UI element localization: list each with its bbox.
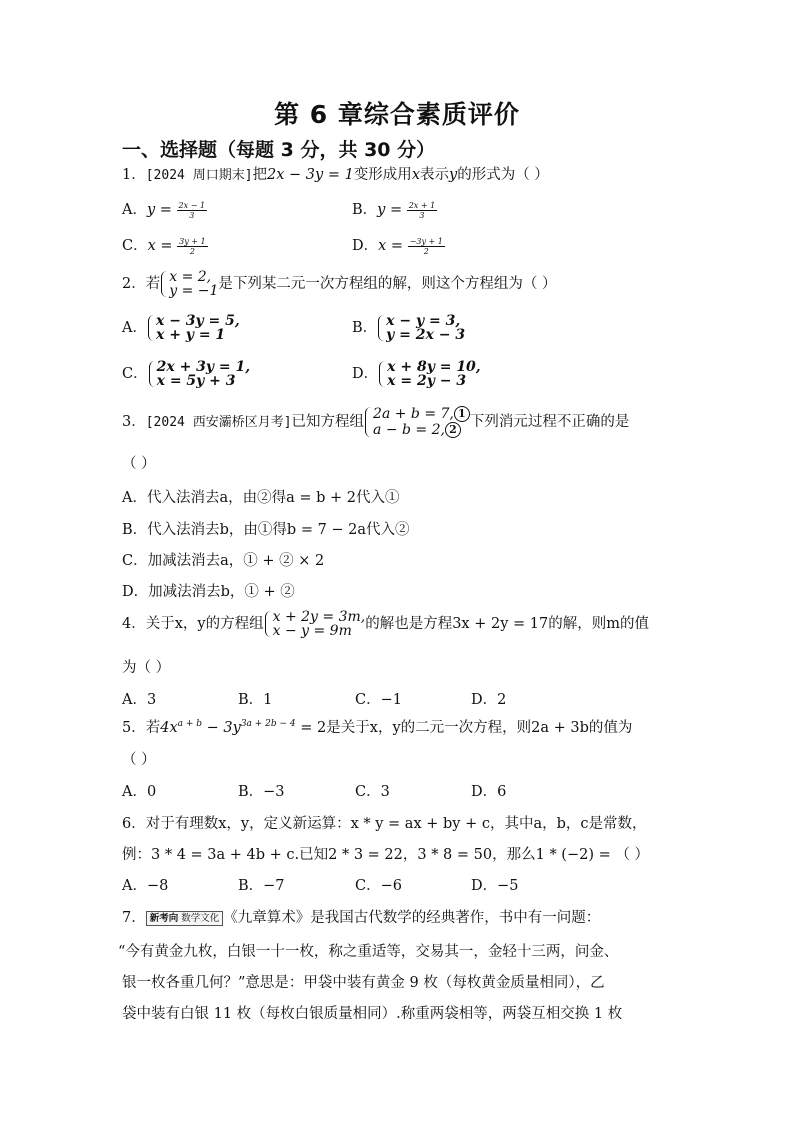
option-a[interactable] <box>122 314 240 342</box>
equation-system <box>160 270 218 298</box>
option-lhs: y = <box>377 202 403 218</box>
numerator: 2x + 1 <box>408 200 436 210</box>
question-6-line2: 例：3 * 4 = 3a + 4b + c.已知2 * 3 = 22，3 * 8 = 50，那么1 * (−2) = （ ） <box>122 847 649 863</box>
option-a[interactable]: A．0 <box>122 784 157 800</box>
option-d[interactable] <box>352 360 481 388</box>
equation-row: x − y = 3, <box>386 313 461 329</box>
question-text: 4．关于x，y的方程组 <box>122 616 264 632</box>
text: = 2是关于x，y的二元一次方程，则2a + 3b的值为 <box>295 720 633 736</box>
option-label: A． <box>122 320 147 336</box>
text: 已知方程组 <box>291 414 365 430</box>
fraction <box>177 201 207 220</box>
question-7-line4: 袋中装有白银 11 枚（每枚白银质量相同）.称重两袋相等，两袋互相交换 1 枚 <box>122 1006 623 1022</box>
equation-row: 2x + 3y = 1, <box>156 359 251 375</box>
exponent: a + b <box>177 719 203 730</box>
question-number: 7． <box>122 910 146 926</box>
fraction <box>408 237 445 256</box>
variable: y <box>449 167 458 183</box>
equation-row: x = 2, <box>169 269 212 285</box>
denominator: 3 <box>189 210 195 220</box>
option-label: C． <box>122 366 148 382</box>
option-d[interactable]: D．2 <box>471 692 507 708</box>
equation-text: a − b = 2, <box>373 422 445 438</box>
question-5-stem <box>122 716 632 737</box>
expression: − 3y <box>202 720 241 736</box>
topic-badge <box>146 911 224 926</box>
question-text: 5．若 <box>122 720 161 736</box>
equation-row: y = 2x − 3 <box>386 327 466 343</box>
option-d[interactable]: D．加减法消去b，① + ② <box>122 584 295 600</box>
exponent: 3a + 2b − 4 <box>240 719 296 730</box>
equation-system <box>147 314 240 342</box>
question-4-stem <box>122 610 649 638</box>
question-4-line2: 为（ ） <box>122 660 171 676</box>
equation-system <box>148 360 251 388</box>
option-c[interactable]: C．3 <box>355 784 390 800</box>
option-c[interactable]: C．−1 <box>355 692 402 708</box>
circled-number: 2 <box>445 422 461 438</box>
equation-row: y = −1 <box>169 283 219 299</box>
fraction <box>177 237 208 256</box>
option-b[interactable]: B．1 <box>238 692 273 708</box>
equation-row: x + 8y = 10, <box>387 359 481 375</box>
option-lhs: x = <box>147 238 173 254</box>
equation-row: x = 5y + 3 <box>156 373 236 389</box>
equation-text: 2a + b = 7, <box>373 406 454 422</box>
option-a[interactable]: A．3 <box>122 692 157 708</box>
variable: x <box>411 167 420 183</box>
option-a[interactable] <box>122 198 207 220</box>
numerator: 3y + 1 <box>179 236 206 246</box>
option-b[interactable]: B．−3 <box>238 784 285 800</box>
equation-row: x − 3y = 5, <box>155 313 240 329</box>
badge-new: 新考向 <box>149 912 179 924</box>
text: 的解也是方程3x + 2y = 17的解，则m的值 <box>365 616 649 632</box>
page-title: 第 6 章综合素质评价 <box>274 100 520 129</box>
equation-system <box>377 314 465 342</box>
text: 的形式为（ ） <box>457 167 549 183</box>
question-5-line2: （ ） <box>122 752 156 768</box>
option-lhs: x = <box>378 238 404 254</box>
denominator: 3 <box>419 210 425 220</box>
section-heading: 一、选择题（每题 3 分，共 30 分） <box>122 139 436 161</box>
option-d[interactable]: D．6 <box>471 784 507 800</box>
text: 变形成用 <box>353 167 412 183</box>
option-label: C． <box>122 238 148 254</box>
option-b[interactable] <box>352 198 437 220</box>
question-7-line1 <box>122 906 600 927</box>
option-c[interactable]: C．−6 <box>355 878 402 894</box>
option-label: D． <box>352 366 379 382</box>
question-number: 1． <box>122 167 146 183</box>
equation: 2x − 3y = 1 <box>267 167 354 183</box>
option-a[interactable]: A．−8 <box>122 878 169 894</box>
equation-system <box>264 610 366 638</box>
question-number: 3． <box>122 414 146 430</box>
option-d[interactable] <box>352 234 445 256</box>
option-lhs: y = <box>146 202 172 218</box>
question-1-stem <box>122 163 549 184</box>
question-3-stem <box>122 406 629 438</box>
question-7-line3: 银一枚各重几何？”意思是：甲袋中装有黄金 9 枚（每枚黄金质量相同），乙 <box>122 975 605 991</box>
option-label: B． <box>352 202 378 218</box>
option-c[interactable] <box>122 234 208 256</box>
question-2-stem <box>122 270 557 298</box>
expression: 4x <box>160 720 178 736</box>
equation-row <box>373 406 470 422</box>
text: 下列消元过程不正确的是 <box>469 414 630 430</box>
fraction <box>407 201 437 220</box>
denominator: 2 <box>423 246 429 256</box>
text: 是下列某二元一次方程组的解，则这个方程组为（ ） <box>218 276 557 292</box>
option-b[interactable]: B．−7 <box>238 878 285 894</box>
source-tag: [2024 西安灞桥区月考] <box>145 415 292 430</box>
option-c[interactable]: C．加减法消去a，① + ② × 2 <box>122 553 325 569</box>
question-3-paren: （ ） <box>122 456 156 472</box>
source-tag: [2024 周口期末] <box>145 168 253 183</box>
numerator: −3y + 1 <box>409 236 443 246</box>
option-label: A． <box>122 202 147 218</box>
equation-row: x + y = 1 <box>155 327 226 343</box>
text: 《九章算术》是我国古代数学的经典著作，书中有一问题： <box>223 910 601 926</box>
question-number: 2．若 <box>122 276 161 292</box>
text: 把 <box>252 167 268 183</box>
equation-row: x = 2y − 3 <box>387 373 467 389</box>
option-d[interactable]: D．−5 <box>471 878 519 894</box>
question-6-line1: 6．对于有理数x，y，定义新运算：x * y = ax + by + c，其中a，b，c是常数， <box>122 816 647 832</box>
equation-row <box>373 422 470 438</box>
equation-system <box>364 406 470 438</box>
option-c[interactable] <box>122 360 250 388</box>
question-7-line2: “今有黄金九枚，白银一十一枚，称之重适等，交易其一，金轻十三两，问金、 <box>118 944 619 960</box>
option-label: B． <box>352 320 378 336</box>
option-b[interactable] <box>352 314 465 342</box>
badge-topic: 数学文化 <box>181 912 220 924</box>
numerator: 2x − 1 <box>178 200 206 210</box>
circled-number: 1 <box>454 406 470 422</box>
option-label: D． <box>352 238 379 254</box>
equation-system <box>378 360 481 388</box>
equation-row: x − y = 9m <box>272 623 352 639</box>
text: 表示 <box>420 167 449 183</box>
denominator: 2 <box>189 246 195 256</box>
equation-row: x + 2y = 3m, <box>272 609 366 625</box>
option-a[interactable]: A．代入法消去a，由②得a = b + 2代入① <box>122 490 400 506</box>
option-b[interactable]: B．代入法消去b，由①得b = 7 − 2a代入② <box>122 522 410 538</box>
